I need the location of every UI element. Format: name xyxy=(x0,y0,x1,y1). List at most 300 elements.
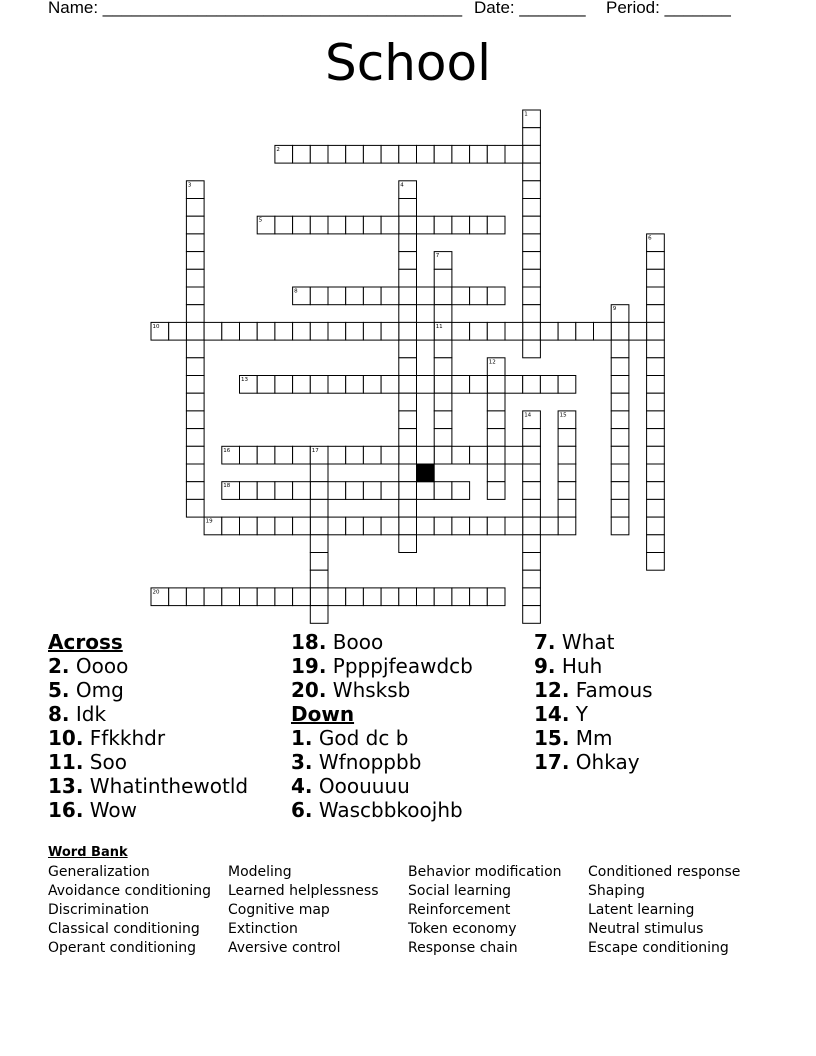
grid-cell[interactable] xyxy=(558,464,576,482)
grid-cell[interactable] xyxy=(417,287,435,305)
grid-cell[interactable] xyxy=(470,517,488,535)
grid-cell[interactable] xyxy=(328,376,346,394)
grid-cell[interactable] xyxy=(310,588,328,606)
grid-cell[interactable] xyxy=(186,234,204,252)
grid-cell[interactable] xyxy=(257,517,275,535)
grid-cell[interactable] xyxy=(452,216,470,234)
grid-cell[interactable] xyxy=(647,376,665,394)
grid-cell[interactable] xyxy=(363,287,381,305)
grid-cell[interactable] xyxy=(275,446,293,464)
grid-cell[interactable] xyxy=(452,287,470,305)
grid-cell[interactable] xyxy=(310,216,328,234)
grid-cell[interactable] xyxy=(417,588,435,606)
grid-cell[interactable] xyxy=(647,252,665,270)
grid-cell[interactable] xyxy=(540,517,558,535)
grid-cell[interactable] xyxy=(647,340,665,358)
grid-cell[interactable] xyxy=(523,181,541,199)
grid-cell[interactable] xyxy=(399,252,417,270)
clue-number: 7. xyxy=(534,630,556,654)
word-bank-item: Aversive control xyxy=(228,940,341,956)
word-bank-item: Reinforcement xyxy=(408,902,511,918)
grid-cell[interactable] xyxy=(186,411,204,429)
grid-cell[interactable] xyxy=(293,376,311,394)
grid-cell[interactable] xyxy=(381,517,399,535)
grid-cell[interactable] xyxy=(558,499,576,517)
grid-cell[interactable] xyxy=(399,482,417,500)
grid-cell[interactable] xyxy=(293,588,311,606)
clue-number: 11. xyxy=(48,750,84,774)
grid-cell[interactable] xyxy=(523,482,541,500)
grid-cell[interactable] xyxy=(169,322,187,340)
grid-cell[interactable] xyxy=(434,517,452,535)
grid-cell[interactable] xyxy=(186,322,204,340)
grid-cell[interactable] xyxy=(346,145,364,163)
grid-cell[interactable] xyxy=(275,517,293,535)
grid-cell[interactable] xyxy=(523,588,541,606)
grid-cell[interactable] xyxy=(399,464,417,482)
grid-cell[interactable] xyxy=(275,482,293,500)
grid-cell[interactable] xyxy=(399,499,417,517)
grid-cell[interactable] xyxy=(275,216,293,234)
grid-cell[interactable] xyxy=(310,322,328,340)
grid-cell[interactable] xyxy=(293,517,311,535)
grid-cell[interactable] xyxy=(647,482,665,500)
clue-text: Wfnoppbb xyxy=(312,750,422,774)
clue-number: 3. xyxy=(291,750,313,774)
grid-cell[interactable] xyxy=(558,482,576,500)
grid-cell[interactable] xyxy=(523,446,541,464)
grid-cell[interactable] xyxy=(399,393,417,411)
grid-cell[interactable] xyxy=(417,517,435,535)
grid-cell[interactable] xyxy=(647,322,665,340)
grid-cell[interactable] xyxy=(523,287,541,305)
grid-cell[interactable] xyxy=(186,269,204,287)
grid-cell[interactable] xyxy=(470,287,488,305)
grid-cell[interactable] xyxy=(293,145,311,163)
grid-cell[interactable] xyxy=(434,588,452,606)
grid-cell[interactable] xyxy=(417,145,435,163)
grid-cell[interactable] xyxy=(186,199,204,217)
clue-text: Soo xyxy=(83,750,127,774)
grid-cell[interactable] xyxy=(434,376,452,394)
grid-cell[interactable] xyxy=(204,322,222,340)
grid-cell[interactable] xyxy=(399,376,417,394)
grid-cell[interactable] xyxy=(523,269,541,287)
grid-cell[interactable] xyxy=(328,287,346,305)
grid-cell[interactable] xyxy=(363,216,381,234)
grid-cell[interactable] xyxy=(417,376,435,394)
grid-cell[interactable] xyxy=(558,322,576,340)
grid-cell[interactable] xyxy=(363,446,381,464)
grid-cell[interactable] xyxy=(505,376,523,394)
clue-item xyxy=(48,774,248,798)
grid-cell[interactable] xyxy=(523,376,541,394)
clue-item xyxy=(48,654,248,678)
grid-cell[interactable] xyxy=(310,517,328,535)
grid-cell[interactable] xyxy=(310,145,328,163)
grid-cell[interactable] xyxy=(310,535,328,553)
grid-cell[interactable] xyxy=(328,517,346,535)
grid-cell[interactable] xyxy=(523,553,541,571)
grid-cell[interactable] xyxy=(523,216,541,234)
word-bank-title: Word Bank xyxy=(48,845,128,860)
grid-cell[interactable] xyxy=(487,216,505,234)
grid-cell[interactable] xyxy=(487,588,505,606)
grid-cell[interactable] xyxy=(487,376,505,394)
grid-cell[interactable] xyxy=(487,393,505,411)
grid-cell[interactable] xyxy=(611,322,629,340)
grid-cell[interactable] xyxy=(434,393,452,411)
grid-cell[interactable] xyxy=(523,163,541,181)
grid-cell[interactable] xyxy=(240,482,258,500)
grid-cell[interactable] xyxy=(363,376,381,394)
grid-cell[interactable] xyxy=(328,482,346,500)
cell-number: 18 xyxy=(223,483,231,490)
clue-item xyxy=(291,654,473,678)
cell-number: 3 xyxy=(187,182,192,189)
grid-cell[interactable] xyxy=(434,446,452,464)
clue-item xyxy=(534,654,653,678)
clue-number: 14. xyxy=(534,702,570,726)
period-field[interactable]: Period: _______ xyxy=(606,0,731,17)
black-cell xyxy=(417,464,435,482)
grid-cell[interactable] xyxy=(523,234,541,252)
cell-number: 4 xyxy=(400,182,404,189)
grid-cell[interactable] xyxy=(523,464,541,482)
grid-cell[interactable] xyxy=(505,145,523,163)
grid-cell[interactable] xyxy=(434,340,452,358)
grid-cell[interactable] xyxy=(310,376,328,394)
grid-cell[interactable] xyxy=(186,358,204,376)
grid-cell[interactable] xyxy=(611,411,629,429)
grid-cell[interactable] xyxy=(487,287,505,305)
grid-cell[interactable] xyxy=(647,446,665,464)
grid-cell[interactable] xyxy=(434,287,452,305)
grid-cell[interactable] xyxy=(363,322,381,340)
grid-cell[interactable] xyxy=(647,358,665,376)
grid-cell[interactable] xyxy=(558,517,576,535)
grid-cell[interactable] xyxy=(505,446,523,464)
grid-cell[interactable] xyxy=(346,376,364,394)
grid-cell[interactable] xyxy=(434,358,452,376)
grid-cell[interactable] xyxy=(487,446,505,464)
grid-cell[interactable] xyxy=(328,446,346,464)
grid-cell[interactable] xyxy=(310,499,328,517)
grid-cell[interactable] xyxy=(611,393,629,411)
cell-number: 15 xyxy=(559,412,567,419)
grid-cell[interactable] xyxy=(399,322,417,340)
grid-cell[interactable] xyxy=(417,446,435,464)
grid-cell[interactable] xyxy=(487,411,505,429)
grid-cell[interactable] xyxy=(647,464,665,482)
grid-cell[interactable] xyxy=(523,570,541,588)
grid-cell[interactable] xyxy=(558,376,576,394)
grid-cell[interactable] xyxy=(558,429,576,447)
clue-number: 2. xyxy=(48,654,70,678)
grid-cell[interactable] xyxy=(186,464,204,482)
grid-cell[interactable] xyxy=(399,517,417,535)
clue-number: 4. xyxy=(291,774,313,798)
cell-number: 6 xyxy=(648,235,652,242)
grid-cell[interactable] xyxy=(257,376,275,394)
grid-cell[interactable] xyxy=(399,429,417,447)
grid-cell[interactable] xyxy=(399,446,417,464)
name-field[interactable]: Name: ______________________________________ xyxy=(48,0,463,17)
grid-cell[interactable] xyxy=(381,287,399,305)
grid-cell[interactable] xyxy=(540,376,558,394)
grid-cell[interactable] xyxy=(346,482,364,500)
grid-cell[interactable] xyxy=(186,482,204,500)
grid-cell[interactable] xyxy=(523,128,541,146)
clue-number: 6. xyxy=(291,798,313,822)
grid-cell[interactable] xyxy=(647,287,665,305)
grid-cell[interactable] xyxy=(310,553,328,571)
grid-cell[interactable] xyxy=(328,322,346,340)
clue-number: 17. xyxy=(534,750,570,774)
grid-cell[interactable] xyxy=(417,482,435,500)
grid-cell[interactable] xyxy=(310,287,328,305)
grid-cell[interactable] xyxy=(452,517,470,535)
grid-cell[interactable] xyxy=(611,340,629,358)
grid-cell[interactable] xyxy=(399,145,417,163)
grid-cell[interactable] xyxy=(381,376,399,394)
grid-cell[interactable] xyxy=(470,216,488,234)
grid-cell[interactable] xyxy=(452,322,470,340)
grid-cell[interactable] xyxy=(275,322,293,340)
grid-cell[interactable] xyxy=(452,482,470,500)
grid-cell[interactable] xyxy=(487,429,505,447)
grid-cell[interactable] xyxy=(363,145,381,163)
grid-cell[interactable] xyxy=(346,588,364,606)
clue-text: Idk xyxy=(69,702,107,726)
grid-cell[interactable] xyxy=(399,216,417,234)
grid-cell[interactable] xyxy=(452,145,470,163)
grid-cell[interactable] xyxy=(328,588,346,606)
word-bank-item: Escape conditioning xyxy=(588,940,729,956)
grid-cell[interactable] xyxy=(523,517,541,535)
grid-cell[interactable] xyxy=(434,145,452,163)
grid-cell[interactable] xyxy=(310,464,328,482)
clue-text: Ppppjfeawdcb xyxy=(326,654,473,678)
grid-cell[interactable] xyxy=(558,446,576,464)
grid-cell[interactable] xyxy=(186,588,204,606)
grid-cell[interactable] xyxy=(611,376,629,394)
grid-cell[interactable] xyxy=(611,517,629,535)
grid-cell[interactable] xyxy=(381,446,399,464)
cell-number: 14 xyxy=(524,412,532,419)
grid-cell[interactable] xyxy=(523,199,541,217)
grid-cell[interactable] xyxy=(647,393,665,411)
grid-cell[interactable] xyxy=(611,446,629,464)
grid-cell[interactable] xyxy=(434,429,452,447)
grid-cell[interactable] xyxy=(381,145,399,163)
clue-number: 18. xyxy=(291,630,327,654)
grid-cell[interactable] xyxy=(240,446,258,464)
clue-item xyxy=(291,774,473,798)
grid-cell[interactable] xyxy=(310,570,328,588)
grid-cell[interactable] xyxy=(399,358,417,376)
grid-cell[interactable] xyxy=(523,535,541,553)
grid-cell[interactable] xyxy=(328,216,346,234)
grid-cell[interactable] xyxy=(363,588,381,606)
grid-cell[interactable] xyxy=(523,322,541,340)
grid-cell[interactable] xyxy=(257,588,275,606)
grid-cell[interactable] xyxy=(381,322,399,340)
grid-cell[interactable] xyxy=(647,517,665,535)
grid-cell[interactable] xyxy=(240,588,258,606)
grid-cell[interactable] xyxy=(523,305,541,323)
grid-cell[interactable] xyxy=(222,588,240,606)
grid-cell[interactable] xyxy=(611,464,629,482)
date-field[interactable]: Date: _______ xyxy=(474,0,586,17)
grid-cell[interactable] xyxy=(399,411,417,429)
grid-cell[interactable] xyxy=(470,588,488,606)
grid-cell[interactable] xyxy=(363,482,381,500)
grid-cell[interactable] xyxy=(293,446,311,464)
clue-text: Y xyxy=(569,702,589,726)
grid-cell[interactable] xyxy=(257,482,275,500)
cell-number: 13 xyxy=(241,377,248,383)
grid-cell[interactable] xyxy=(629,322,647,340)
grid-cell[interactable] xyxy=(240,517,258,535)
grid-cell[interactable] xyxy=(240,322,258,340)
grid-cell[interactable] xyxy=(505,322,523,340)
grid-cell[interactable] xyxy=(523,606,541,624)
grid-cell[interactable] xyxy=(523,429,541,447)
grid-cell[interactable] xyxy=(381,588,399,606)
grid-cell[interactable] xyxy=(186,429,204,447)
grid-cell[interactable] xyxy=(346,287,364,305)
clue-number: 8. xyxy=(48,702,70,726)
grid-cell[interactable] xyxy=(647,411,665,429)
clue-item xyxy=(291,630,473,654)
grid-cell[interactable] xyxy=(399,588,417,606)
grid-cell[interactable] xyxy=(576,322,594,340)
clue-text: Oooo xyxy=(69,654,129,678)
grid-cell[interactable] xyxy=(293,322,311,340)
grid-cell[interactable] xyxy=(487,517,505,535)
grid-cell[interactable] xyxy=(186,305,204,323)
grid-cell[interactable] xyxy=(399,269,417,287)
grid-cell[interactable] xyxy=(257,446,275,464)
grid-cell[interactable] xyxy=(310,606,328,624)
grid-cell[interactable] xyxy=(452,588,470,606)
grid-cell[interactable] xyxy=(328,145,346,163)
grid-cell[interactable] xyxy=(293,482,311,500)
grid-cell[interactable] xyxy=(594,322,612,340)
grid-cell[interactable] xyxy=(647,553,665,571)
grid-cell[interactable] xyxy=(611,358,629,376)
grid-cell[interactable] xyxy=(346,446,364,464)
grid-cell[interactable] xyxy=(186,287,204,305)
cell-number: 7 xyxy=(435,253,440,260)
cell-number: 8 xyxy=(294,288,298,295)
grid-cell[interactable] xyxy=(346,517,364,535)
grid-cell[interactable] xyxy=(222,517,240,535)
grid-cell[interactable] xyxy=(523,145,541,163)
grid-cell[interactable] xyxy=(611,499,629,517)
grid-cell[interactable] xyxy=(647,269,665,287)
grid-cell[interactable] xyxy=(434,482,452,500)
grid-cell[interactable] xyxy=(204,588,222,606)
grid-cell[interactable] xyxy=(222,322,240,340)
grid-cell[interactable] xyxy=(470,376,488,394)
clue-item xyxy=(291,678,473,702)
grid-cell[interactable] xyxy=(505,517,523,535)
grid-cell[interactable] xyxy=(611,482,629,500)
word-bank-column xyxy=(48,863,211,958)
grid-cell[interactable] xyxy=(647,305,665,323)
grid-cell[interactable] xyxy=(470,446,488,464)
word-bank-item: Behavior modification xyxy=(408,864,562,880)
clue-text: Famous xyxy=(569,678,653,702)
grid-cell[interactable] xyxy=(452,446,470,464)
grid-cell[interactable] xyxy=(487,464,505,482)
grid-cell[interactable] xyxy=(399,199,417,217)
grid-cell[interactable] xyxy=(293,216,311,234)
grid-cell[interactable] xyxy=(399,305,417,323)
word-bank-item: Modeling xyxy=(228,864,292,880)
grid-cell[interactable] xyxy=(186,252,204,270)
grid-cell[interactable] xyxy=(186,376,204,394)
grid-cell[interactable] xyxy=(399,287,417,305)
grid-cell[interactable] xyxy=(417,322,435,340)
grid-cell[interactable] xyxy=(434,411,452,429)
grid-cell[interactable] xyxy=(381,216,399,234)
grid-cell[interactable] xyxy=(417,216,435,234)
cell-number: 5 xyxy=(258,217,263,224)
grid-cell[interactable] xyxy=(487,145,505,163)
grid-cell[interactable] xyxy=(434,216,452,234)
grid-cell[interactable] xyxy=(540,322,558,340)
cell-number: 16 xyxy=(223,447,231,454)
grid-cell[interactable] xyxy=(186,446,204,464)
grid-cell[interactable] xyxy=(434,305,452,323)
grid-cell[interactable] xyxy=(611,429,629,447)
grid-cell[interactable] xyxy=(523,252,541,270)
grid-cell[interactable] xyxy=(275,588,293,606)
grid-cell[interactable] xyxy=(523,499,541,517)
grid-cell[interactable] xyxy=(523,340,541,358)
grid-cell[interactable] xyxy=(487,482,505,500)
grid-cell[interactable] xyxy=(346,216,364,234)
grid-cell[interactable] xyxy=(470,145,488,163)
grid-cell[interactable] xyxy=(647,429,665,447)
grid-cell[interactable] xyxy=(169,588,187,606)
grid-cell[interactable] xyxy=(310,482,328,500)
grid-cell[interactable] xyxy=(647,535,665,553)
grid-cell[interactable] xyxy=(186,216,204,234)
grid-cell[interactable] xyxy=(346,322,364,340)
grid-cell[interactable] xyxy=(487,322,505,340)
grid-cell[interactable] xyxy=(363,517,381,535)
grid-cell[interactable] xyxy=(381,482,399,500)
grid-cell[interactable] xyxy=(186,393,204,411)
grid-cell[interactable] xyxy=(452,376,470,394)
grid-cell[interactable] xyxy=(399,340,417,358)
grid-cell[interactable] xyxy=(257,322,275,340)
grid-cell[interactable] xyxy=(275,376,293,394)
grid-cell[interactable] xyxy=(399,535,417,553)
grid-cell[interactable] xyxy=(470,322,488,340)
clue-number: 1. xyxy=(291,726,313,750)
grid-cell[interactable] xyxy=(434,269,452,287)
cell-number: 9 xyxy=(612,306,617,313)
grid-cell[interactable] xyxy=(647,499,665,517)
grid-cell[interactable] xyxy=(399,234,417,252)
grid-cell[interactable] xyxy=(186,340,204,358)
grid-cell[interactable] xyxy=(186,499,204,517)
